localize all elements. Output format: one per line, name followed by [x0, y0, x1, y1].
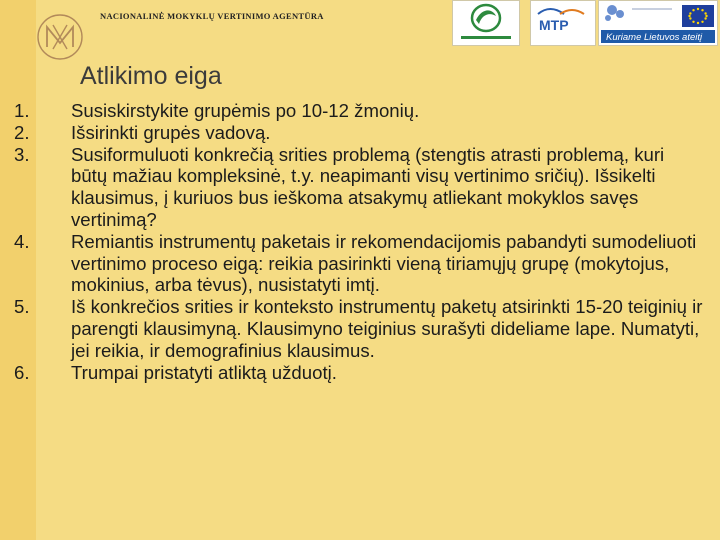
step-text: Trumpai pristatyti atliktą užduotį. — [71, 361, 337, 383]
step-number: 2. — [14, 121, 30, 143]
ssd-logo — [452, 0, 520, 46]
step-number: 6. — [14, 361, 30, 383]
mtp-logo-text: MTP — [539, 17, 569, 33]
agency-name: NACIONALINĖ MOKYKLŲ VERTINIMO AGENTŪRA — [100, 11, 324, 21]
step-number: 4. — [14, 230, 30, 252]
list-item — [14, 231, 704, 296]
step-text: Susiformuluoti konkrečią srities problemą (stengtis atrasti problemą, kuri būtų mažiau kompleksinė, t.y. neapimanti visų vertinimo sričių). Išsikelti klausimus, į kuriuos bus ieškoma atsakymų atliekant mokyklos savęs vertinimą? — [71, 143, 665, 230]
step-number: 3. — [14, 143, 30, 165]
eu-funds-slogan: Kuriame Lietuvos ateitį — [606, 32, 703, 43]
slide-title: Atlikimo eiga — [80, 62, 222, 90]
steps-list — [14, 100, 704, 383]
step-text: Susiskirstykite grupėmis po 10-12 žmonių. — [71, 100, 420, 121]
list-item — [14, 296, 704, 361]
mtp-logo — [530, 0, 596, 46]
step-number: 1. — [14, 100, 30, 121]
list-item — [14, 122, 704, 144]
step-text: Remiantis instrumentų paketais ir rekomendacijomis pabandyti sumodeliuoti vertinimo proceso eigą: reikia pasirinkti vieną tiriamųjų grupę (mokytojus, mokinius, arba tėvus), nusistatyti imtį. — [71, 230, 697, 296]
list-item — [14, 100, 704, 122]
step-text: Išsirinkti grupės vadovą. — [71, 121, 271, 143]
step-text: Iš konkrečios srities ir konteksto instrumentų paketų atsirinkti 15-20 teiginių ir parengti klausimyną. Klausimyno teiginius surašyti dideliame lape. Numatyti, jei reikia, ir demografinius klausimus. — [71, 296, 703, 361]
nmva-logo — [36, 13, 84, 61]
eu-funds-logo — [598, 0, 718, 46]
list-item — [14, 144, 704, 231]
step-number: 5. — [14, 296, 30, 318]
list-item — [14, 362, 704, 384]
